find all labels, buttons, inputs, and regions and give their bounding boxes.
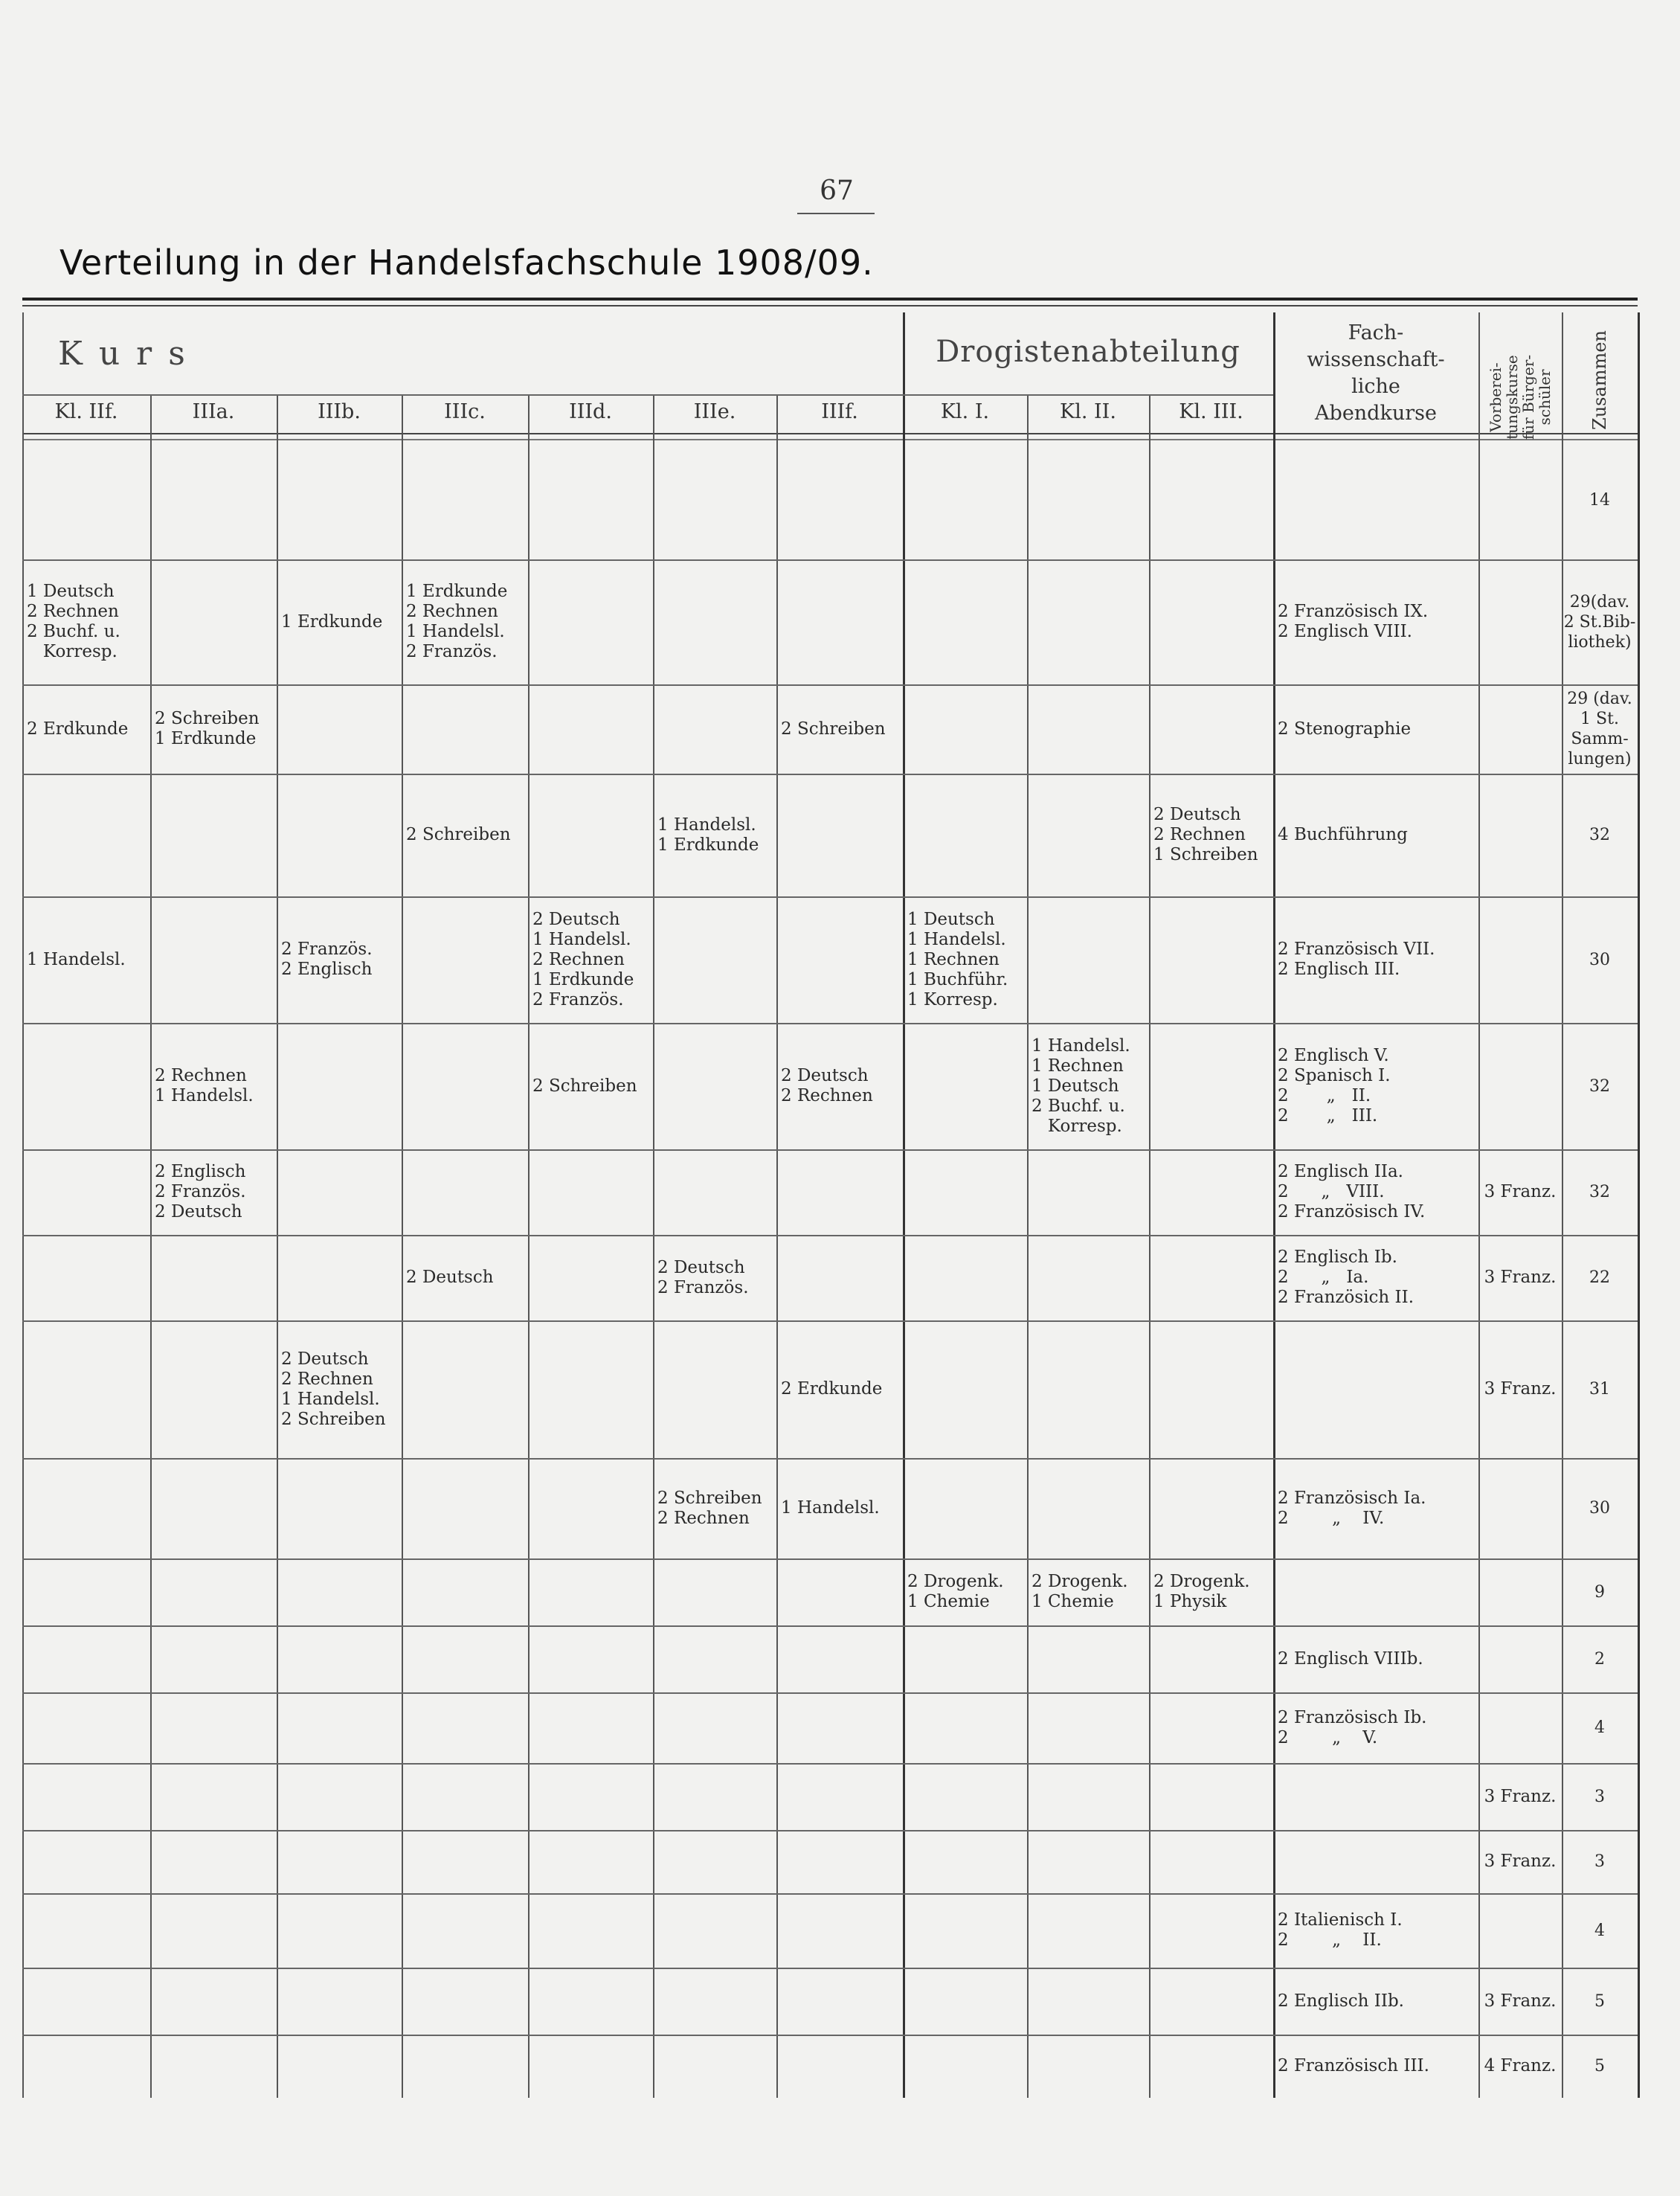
table-cell: 2 Italienisch I. 2 „ II. [1278, 1910, 1403, 1950]
row-total: 3 [1594, 1852, 1605, 1871]
table-cell: 2 Englisch 2 Französ. 2 Deutsch [155, 1162, 246, 1221]
table-cell: 2 Französisch Ia. 2 „ IV. [1278, 1488, 1426, 1528]
table-cell: 2 Englisch IIb. [1278, 1991, 1404, 2011]
table-cell: 4 Buchführung [1278, 825, 1408, 844]
page-number: 67 [820, 176, 854, 206]
table-cell: 1 Deutsch 2 Rechnen 2 Buchf. u. Korresp. [27, 582, 120, 661]
row-total: 32 [1589, 826, 1610, 844]
table-cell: 2 Englisch VIIIb. [1278, 1648, 1423, 1669]
table-cell: 2 Schreiben 1 Erdkunde [155, 709, 260, 748]
table-cell: 2 Drogenk. 1 Chemie [1032, 1572, 1128, 1611]
column-rule [1638, 312, 1640, 2098]
table-cell: 1 Handelsl. 1 Erdkunde [657, 815, 759, 855]
column-rule [776, 396, 778, 2098]
column-rule [528, 396, 530, 2098]
table-cell: 2 Schreiben [781, 719, 886, 739]
table-cell: 1 Erdkunde 2 Rechnen 1 Handelsl. 2 Französ. [406, 582, 508, 661]
row-total: 31 [1589, 1380, 1610, 1399]
table-cell: 2 Französisch VII. 2 Englisch III. [1278, 940, 1435, 979]
table-cell: 1 Deutsch 1 Handelsl. 1 Rechnen 1 Buchführ. 1 Korresp. [907, 909, 1008, 1009]
table-cell: 2 Erdkunde [781, 1379, 883, 1399]
table-cell: 2 Französ. 2 Englisch [281, 940, 373, 979]
table-cell: 1 Handelsl. [781, 1498, 880, 1518]
table-cell: 2 Deutsch 2 Rechnen 1 Schreiben [1153, 805, 1258, 864]
row-total: 29(dav. 2 St.Bib- liothek) [1563, 592, 1636, 652]
table-cell: 2 Rechnen 1 Handelsl. [155, 1066, 254, 1105]
table-cell: 2 Französisch III. [1278, 2056, 1429, 2075]
column-rule [1149, 396, 1150, 2098]
table-cell: 2 Schreiben [532, 1076, 637, 1096]
column-header: Kl. IIf. [54, 400, 118, 423]
row-total: 5 [1594, 2057, 1605, 2075]
page-number-rule [797, 213, 875, 214]
row-total: 9 [1594, 1582, 1605, 1602]
table-cell: 3 Franz. [1484, 1182, 1557, 1201]
table-cell: 1 Handelsl. 1 Rechnen 1 Deutsch 2 Buchf. u. Korresp. [1032, 1036, 1130, 1136]
column-header: Kl. II. [1060, 400, 1116, 423]
page-title: Verteilung in der Handelsfachschule 1908/09. [59, 243, 874, 283]
row-total: 14 [1589, 490, 1610, 510]
column-header: IIIb. [318, 400, 361, 423]
table-cell: 2 Deutsch 2 Französ. [657, 1257, 749, 1297]
kurs-group-label: K u r s [58, 335, 188, 373]
header-rule-secondary [22, 439, 1638, 440]
table-cell: 3 Franz. [1484, 1786, 1557, 1806]
row-total: 30 [1589, 950, 1610, 969]
table-cell: 2 Drogenk. 1 Chemie [907, 1572, 1004, 1611]
column-header: IIId. [569, 400, 612, 423]
row-rule [22, 1830, 1638, 1831]
group-header-rule [22, 394, 1273, 396]
column-header: Kl. III. [1179, 400, 1243, 423]
table-cell: 2 Schreiben 2 Rechnen [657, 1488, 762, 1528]
column-header: IIIa. [192, 400, 235, 423]
table-cell: 1 Erdkunde [281, 611, 383, 632]
column-header: IIIe. [693, 400, 736, 423]
row-total: 32 [1589, 1183, 1610, 1201]
table-cell: 2 Englisch IIa. 2 „ VIII. 2 Französisch IV. [1278, 1162, 1426, 1221]
title-rule-thick [22, 298, 1638, 301]
zusammen-header: Zusammen [1589, 330, 1610, 430]
column-header: Kl. I. [940, 400, 990, 423]
table-cell: 2 Deutsch 2 Rechnen 1 Handelsl. 2 Schreiben [281, 1349, 386, 1429]
table-cell: 2 Deutsch [406, 1268, 494, 1287]
row-total: 4 [1594, 1718, 1605, 1737]
row-rule [22, 1763, 1638, 1765]
table-cell: 2 Englisch Ib. 2 „ Ia. 2 Französich II. [1278, 1248, 1415, 1307]
table-cell: 3 Franz. [1484, 1379, 1557, 1399]
table-cell: 2 Deutsch 1 Handelsl. 2 Rechnen 1 Erdkunde 2 Französ. [532, 909, 634, 1009]
column-header: IIIc. [444, 400, 486, 423]
table-cell: 2 Drogenk. 1 Physik [1153, 1572, 1250, 1611]
column-rule [1027, 396, 1029, 2098]
table-cell: 2 Stenographie [1278, 719, 1412, 739]
row-total: 22 [1589, 1268, 1610, 1287]
row-total: 4 [1594, 1921, 1605, 1940]
row-total: 5 [1594, 1991, 1605, 2011]
fach-header: Fach- wissenschaft- liche Abendkurse [1307, 321, 1445, 425]
vorbereitung-header: Vorberei- tungskurse für Bürger- schüler [1487, 354, 1554, 440]
table-cell: 1 Handelsl. [27, 949, 126, 969]
table-cell: 2 Schreiben [406, 825, 511, 844]
table-cell: 3 Franz. [1484, 1268, 1557, 1287]
row-rule [22, 1558, 1638, 1560]
header-rule [22, 433, 1638, 434]
table-cell: 2 Englisch V. 2 Spanisch I. 2 „ II. 2 „ III. [1278, 1046, 1391, 1126]
table-cell: 2 Deutsch 2 Rechnen [781, 1066, 873, 1105]
table-cell: 3 Franz. [1484, 1991, 1557, 2011]
row-total: 29 (dav. 1 St. Samm- lungen) [1567, 690, 1632, 768]
table-cell: 3 Franz. [1484, 1852, 1557, 1871]
row-total: 30 [1589, 1499, 1610, 1518]
row-total: 32 [1589, 1076, 1610, 1096]
table-cell: 2 Französisch IX. 2 Englisch VIII. [1278, 602, 1429, 641]
drogisten-group-label: Drogistenabteilung [936, 335, 1240, 369]
table-cell: 2 Französisch Ib. 2 „ V. [1278, 1707, 1427, 1747]
column-header: IIIf. [821, 400, 858, 423]
row-total: 3 [1594, 1787, 1605, 1806]
title-rule-thin [22, 305, 1638, 306]
column-rule [150, 396, 152, 2098]
table-cell: 2 Erdkunde [27, 719, 129, 739]
table-cell: 4 Franz. [1484, 2056, 1557, 2075]
row-total: 2 [1594, 1649, 1605, 1669]
